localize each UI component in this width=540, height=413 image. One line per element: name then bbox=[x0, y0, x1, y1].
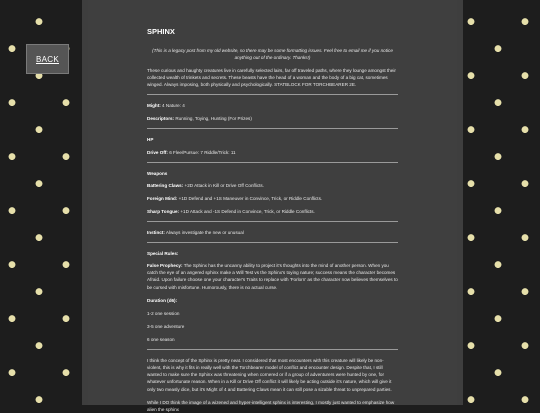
weapon-value: +1D Defend and +1S Maneuver in Convince, Trick, or Riddle Conflicts. bbox=[177, 195, 323, 201]
instinct-line bbox=[147, 229, 398, 236]
rules-heading: Special Rules: bbox=[147, 251, 179, 257]
article bbox=[88, 0, 457, 412]
might-line bbox=[147, 102, 398, 109]
hp-value: 6 Flee/Pursue: 7 Riddle/Trick: 11 bbox=[167, 149, 236, 155]
rule-paragraph bbox=[147, 262, 398, 290]
divider bbox=[147, 242, 398, 243]
weapon-line bbox=[147, 195, 398, 202]
descriptors-label: Descriptors: bbox=[147, 116, 175, 122]
divider bbox=[147, 162, 398, 163]
back-button[interactable] bbox=[26, 44, 69, 74]
instinct-label: Instinct: bbox=[147, 230, 165, 236]
hp-heading: HP bbox=[147, 137, 154, 143]
divider bbox=[147, 94, 398, 95]
duration-item: 6 one season bbox=[147, 337, 175, 343]
weapon-label: Battering Claws: bbox=[147, 182, 184, 188]
might-label: Might: bbox=[147, 103, 161, 109]
rule-label: False Prophecy: bbox=[147, 263, 183, 269]
weapon-value: +1D Attack and -1S Defend in Convince, Trick, or Riddle Conflicts. bbox=[179, 208, 315, 214]
duration-item: 1-2 one session bbox=[147, 310, 180, 316]
hp-label: Drive Off: bbox=[147, 149, 168, 155]
descriptors-value: Running, Toying, Hunting (For Prizes) bbox=[174, 116, 252, 122]
weapon-line bbox=[147, 182, 398, 189]
duration-item: 3-5 one adventure bbox=[147, 323, 185, 329]
descriptors-line bbox=[147, 115, 398, 122]
weapon-label: Foreign Mind: bbox=[147, 195, 178, 201]
duration-label: Duration (d6): bbox=[147, 297, 178, 303]
commentary-paragraph: While I DO think the image of a wizened and hyper-intelligent sphinx is interesting, I mostly just wanted to emphasize how alien the sphinx bbox=[147, 399, 395, 412]
divider bbox=[147, 128, 398, 129]
divider bbox=[147, 221, 398, 222]
weapons-heading: Weapons bbox=[147, 170, 168, 176]
legacy-note: (This is a legacy post from my old website, so there may be some formatting issues. Feel free to email me if you notice anything out of the ordinary. Thanks!) bbox=[152, 47, 393, 60]
might-value: 4 Nature: 4 bbox=[160, 103, 185, 109]
intro-paragraph: These curious and haughty creatures live in carefully selected lairs, far off traveled paths, where they lounge amongst their collected wealth of trinkets and secrets. These beasts have the head of a woman and the body of a big cat, sometimes winged. Always imposing, both physically and psychologically. STATBLOCK FOR TORCHBEARER 2E. bbox=[147, 67, 396, 88]
weapon-value: +2D Attack in Kill or Drive Off Conflicts. bbox=[183, 182, 264, 188]
hp-line bbox=[147, 149, 398, 156]
divider bbox=[147, 349, 398, 350]
weapon-line bbox=[147, 208, 398, 215]
rule-text: The Sphinx has the uncanny ability to project it's thoughts into the mind of another person. When you catch the eye of an angered sphinx make a Will Test vs the Sphinx's toying nature; success means the character becomes Afraid. Upon failure choose one your character's Traits to replace with 'Forlorn' as the character now believes themselves to be cursed with misfortune. Humorously, there is no actual curse. bbox=[147, 263, 398, 290]
back-link[interactable]: BACK bbox=[36, 54, 59, 64]
instinct-value: Always investigate the new or unusual bbox=[164, 230, 244, 236]
commentary-paragraph: I think the concept of the Sphinx is pretty neat. I considered that most encounters with this creature will likely be non-violent, this is why it fits in really well with the Torchbearer model of conflict and encounter design. Despite that, I still wanted to make sure the Sphinx was threatening when cornered or if a group of adventurers were hunted by one, for whatever unfortunate reason. When in a Kill or Drive Off conflict it will likely be acting outside it's nature, which will give it only two measly dice, but it's Might of 4 and Battering Claws mean it can still pose a sizable threat to unprepared parties. bbox=[147, 358, 392, 392]
page-title: SPHINX bbox=[147, 27, 175, 36]
weapon-label: Sharp Tongue: bbox=[147, 208, 180, 214]
right-panel-edge bbox=[457, 0, 463, 405]
